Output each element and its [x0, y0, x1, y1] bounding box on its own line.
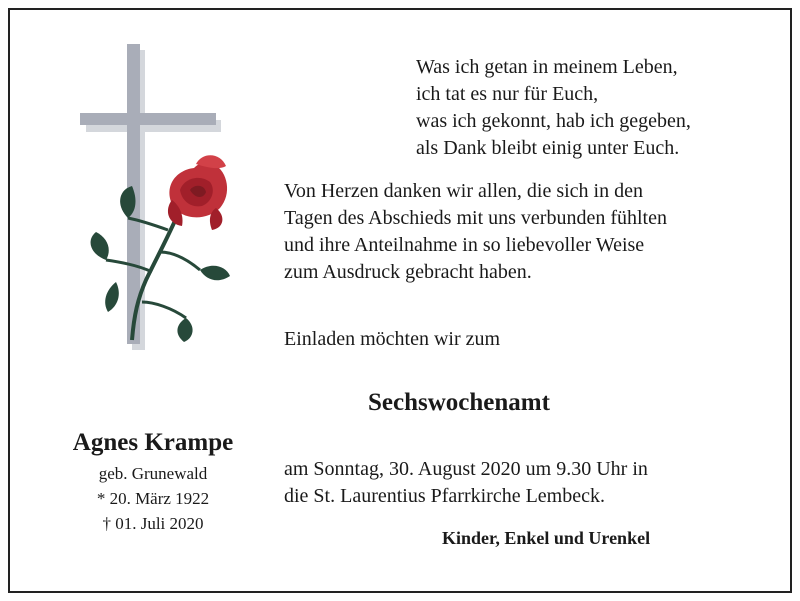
thanks-line: Von Herzen danken wir allen, die sich in den	[284, 180, 643, 202]
poem	[416, 54, 691, 162]
poem-line: Was ich getan in meinem Leben,	[416, 56, 678, 78]
event-details	[284, 456, 648, 510]
thanks-paragraph	[284, 178, 754, 286]
thanks-line: zum Ausdruck gebracht haben.	[284, 261, 532, 283]
cross-with-rose-icon	[76, 40, 246, 370]
death-date: † 01. Juli 2020	[102, 514, 204, 533]
deceased-details	[10, 461, 296, 536]
invitation-text: Einladen möchten wir zum	[284, 328, 501, 350]
obituary-card	[8, 8, 792, 593]
thanks-line: Tagen des Abschieds mit uns verbunden fühlten	[284, 207, 667, 229]
poem-line: als Dank bleibt einig unter Euch.	[416, 137, 680, 159]
poem-line: ich tat es nur für Euch,	[416, 83, 599, 105]
birth-date: * 20. März 1922	[96, 489, 210, 508]
deceased-name: Agnes Krampe	[72, 429, 234, 456]
signers: Kinder, Enkel und Urenkel	[442, 528, 651, 548]
thanks-line: und ihre Anteilnahme in so liebevoller Weise	[284, 234, 645, 256]
event-details-line: am Sonntag, 30. August 2020 um 9.30 Uhr in	[284, 458, 648, 480]
poem-line: was ich gekonnt, hab ich gegeben,	[416, 110, 691, 132]
event-details-line: die St. Laurentius Pfarrkirche Lembeck.	[284, 485, 605, 507]
event-title: Sechswochenamt	[368, 389, 550, 416]
birth-name: geb. Grunewald	[98, 464, 208, 483]
